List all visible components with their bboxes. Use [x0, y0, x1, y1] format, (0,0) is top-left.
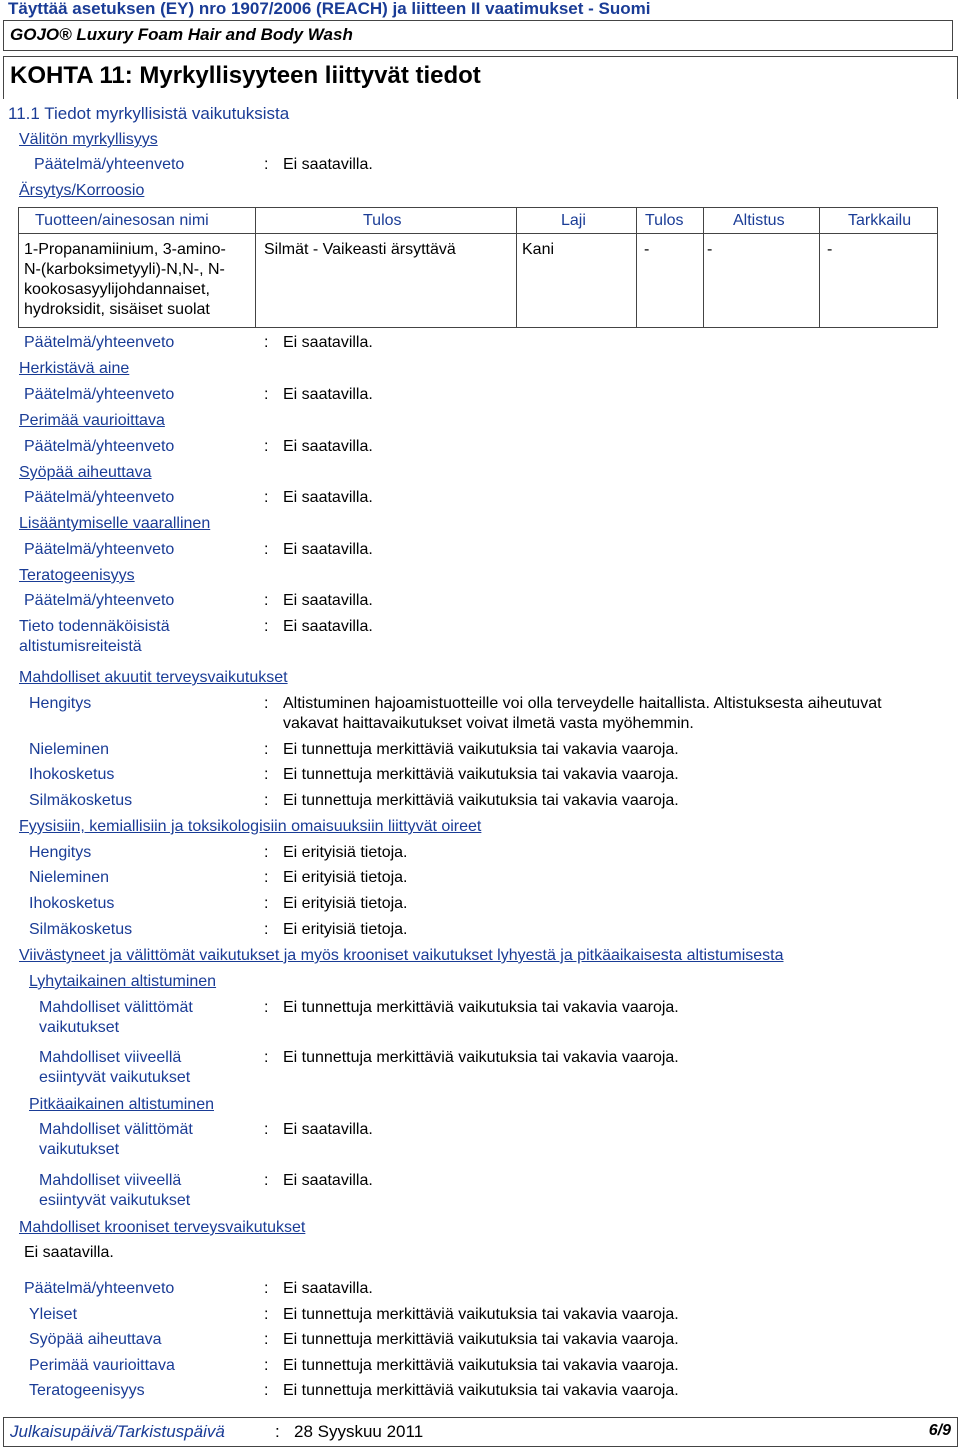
sensitizer-colon: : [264, 386, 269, 403]
exposure-routes-label-line1: Tieto todennäköisistä [19, 618, 170, 635]
irritation-heading: Ärsytys/Korroosio [19, 182, 145, 199]
symptoms-inhalation-colon: : [264, 844, 269, 861]
chronic-teratogenic-colon: : [264, 1382, 269, 1399]
reproductive-heading: Lisääntymiselle vaarallinen [19, 515, 211, 532]
short-delayed-label-line1: Mahdolliset viiveellä [39, 1049, 182, 1066]
exposure-routes-colon: : [264, 618, 269, 635]
table-header-score: Tulos [645, 212, 684, 229]
table-row-exposure: - [707, 241, 713, 258]
carcinogenic-colon: : [264, 489, 269, 506]
short-immediate-label-line1: Mahdolliset välittömät [39, 999, 193, 1016]
exposure-routes-label-line2: altistumisreiteistä [19, 638, 142, 655]
exposure-routes-value: Ei saatavilla. [283, 618, 373, 635]
chronic-carcinogenic-value: Ei tunnettuja merkittäviä vaikutuksia tai vakavia vaaroja. [283, 1331, 679, 1348]
irritation-table [18, 207, 938, 328]
long-immediate-label-line2: vaikutukset [39, 1141, 120, 1158]
symptoms-ingestion-colon: : [264, 869, 269, 886]
teratogenic-conclusion-label: Päätelmä/yhteenveto [24, 592, 175, 609]
carcinogenic-conclusion-value: Ei saatavilla. [283, 489, 373, 506]
table-header-name: Tuotteen/ainesosan nimi [35, 212, 209, 229]
irritation-conclusion-value: Ei saatavilla. [283, 334, 373, 351]
footer-date: 28 Syyskuu 2011 [294, 1422, 424, 1441]
irritation-conclusion-label: Päätelmä/yhteenveto [24, 334, 175, 351]
acute-skin-colon: : [264, 766, 269, 783]
symptoms-eye-value: Ei erityisiä tietoja. [283, 921, 408, 938]
table-row-observation: - [827, 241, 833, 258]
long-term-heading: Pitkäaikainen altistuminen [29, 1096, 214, 1113]
chronic-mutagenic-colon: : [264, 1357, 269, 1374]
mutagenic-conclusion-label: Päätelmä/yhteenveto [24, 438, 175, 455]
acute-ingestion-colon: : [264, 741, 269, 758]
acute-inhalation-value-line1: Altistuminen hajoamistuotteille voi olla terveydelle haitallista. Altistuksesta aiheutuvat [283, 695, 882, 712]
acute-inhalation-colon: : [264, 695, 269, 712]
short-delayed-label-line2: esiintyvät vaikutukset [39, 1069, 191, 1086]
chronic-teratogenic-value: Ei tunnettuja merkittäviä vaikutuksia tai vakavia vaaroja. [283, 1382, 679, 1399]
footer-colon: : [275, 1422, 280, 1441]
long-immediate-colon: : [264, 1121, 269, 1138]
mutagenic-conclusion-value: Ei saatavilla. [283, 438, 373, 455]
long-delayed-label-line1: Mahdolliset viiveellä [39, 1172, 182, 1189]
symptoms-inhalation-value: Ei erityisiä tietoja. [283, 844, 408, 861]
sensitizer-heading: Herkistävä aine [19, 360, 130, 377]
acute-effects-heading: Mahdolliset akuutit terveysvaikutukset [19, 669, 288, 686]
acute-eye-label: Silmäkosketus [29, 792, 133, 809]
mutagenic-heading: Perimää vaurioittava [19, 412, 165, 429]
section-title: KOHTA 11: Myrkyllisyyteen liittyvät tiedot [10, 62, 481, 89]
reproductive-colon: : [264, 541, 269, 558]
short-immediate-value: Ei tunnettuja merkittäviä vaikutuksia tai vakavia vaaroja. [283, 999, 679, 1016]
chronic-conclusion-label: Päätelmä/yhteenveto [24, 1280, 175, 1297]
reproductive-conclusion-value: Ei saatavilla. [283, 541, 373, 558]
table-header-result: Tulos [363, 212, 402, 229]
chronic-mutagenic-label: Perimää vaurioittava [29, 1357, 175, 1374]
short-immediate-colon: : [264, 999, 269, 1016]
subsection-title: 11.1 Tiedot myrkyllisistä vaikutuksista [8, 104, 290, 123]
acute-colon: : [264, 156, 269, 173]
chronic-general-colon: : [264, 1306, 269, 1323]
footer-date-label: Julkaisupäivä/Tarkistuspäivä [10, 1422, 225, 1441]
product-name-box [3, 20, 953, 51]
symptoms-skin-label: Ihokosketus [29, 895, 115, 912]
symptoms-eye-colon: : [264, 921, 269, 938]
acute-eye-value: Ei tunnettuja merkittäviä vaikutuksia tai vakavia vaaroja. [283, 792, 679, 809]
short-delayed-value: Ei tunnettuja merkittäviä vaikutuksia tai vakavia vaaroja. [283, 1049, 679, 1066]
chronic-mutagenic-value: Ei tunnettuja merkittäviä vaikutuksia tai vakavia vaaroja. [283, 1357, 679, 1374]
table-row-name-line1: 1-Propanamiinium, 3-amino- [24, 241, 226, 258]
table-header-species: Laji [561, 212, 586, 229]
irritation-colon: : [264, 334, 269, 351]
carcinogenic-conclusion-label: Päätelmä/yhteenveto [24, 489, 175, 506]
long-delayed-colon: : [264, 1172, 269, 1189]
symptoms-ingestion-label: Nieleminen [29, 869, 110, 886]
symptoms-inhalation-label: Hengitys [29, 844, 92, 861]
sensitizer-conclusion-value: Ei saatavilla. [283, 386, 373, 403]
acute-eye-colon: : [264, 792, 269, 809]
acute-ingestion-label: Nieleminen [29, 741, 110, 758]
long-immediate-value: Ei saatavilla. [283, 1121, 373, 1138]
long-delayed-label-line2: esiintyvät vaikutukset [39, 1192, 191, 1209]
acute-inhalation-label: Hengitys [29, 695, 92, 712]
long-delayed-value: Ei saatavilla. [283, 1172, 373, 1189]
chronic-carcinogenic-label: Syöpää aiheuttava [29, 1331, 162, 1348]
table-row-name-line3: kookosasyylijohdannaiset, [24, 281, 210, 298]
delayed-effects-heading: Viivästyneet ja välittömät vaikutukset ja myös krooniset vaikutukset lyhyestä ja pitkäaikaisesta altistumisesta [19, 947, 784, 964]
symptoms-heading: Fyysisiin, kemiallisiin ja toksikologisiin omaisuuksiin liittyvät oireet [19, 818, 482, 835]
acute-skin-value: Ei tunnettuja merkittäviä vaikutuksia tai vakavia vaaroja. [283, 766, 679, 783]
table-row-score: - [644, 241, 650, 258]
chronic-teratogenic-label: Teratogeenisyys [29, 1382, 145, 1399]
sensitizer-conclusion-label: Päätelmä/yhteenveto [24, 386, 175, 403]
page-footer [3, 1417, 958, 1447]
chronic-carcinogenic-colon: : [264, 1331, 269, 1348]
section-title-box [3, 56, 958, 99]
acute-inhalation-value-line2: vakavat haittavaikutukset voivat ilmetä vasta myöhemmin. [283, 715, 694, 732]
teratogenic-colon: : [264, 592, 269, 609]
symptoms-ingestion-value: Ei erityisiä tietoja. [283, 869, 408, 886]
document-header-title: Täyttää asetuksen (EY) nro 1907/2006 (REACH) ja liitteen II vaatimukset - Suomi [8, 0, 651, 18]
symptoms-eye-label: Silmäkosketus [29, 921, 133, 938]
symptoms-skin-value: Ei erityisiä tietoja. [283, 895, 408, 912]
carcinogenic-heading: Syöpää aiheuttava [19, 464, 152, 481]
mutagenic-colon: : [264, 438, 269, 455]
footer-page-number: 6/9 [928, 1422, 951, 1439]
chronic-effects-heading: Mahdolliset krooniset terveysvaikutukset [19, 1219, 306, 1236]
chronic-general-label: Yleiset [29, 1306, 78, 1323]
teratogenic-conclusion-value: Ei saatavilla. [283, 592, 373, 609]
symptoms-skin-colon: : [264, 895, 269, 912]
acute-conclusion-value: Ei saatavilla. [283, 156, 373, 173]
acute-ingestion-value: Ei tunnettuja merkittäviä vaikutuksia tai vakavia vaaroja. [283, 741, 679, 758]
chronic-effects-value: Ei saatavilla. [24, 1244, 114, 1261]
long-immediate-label-line1: Mahdolliset välittömät [39, 1121, 193, 1138]
short-term-heading: Lyhytaikainen altistuminen [29, 973, 217, 990]
reproductive-conclusion-label: Päätelmä/yhteenveto [24, 541, 175, 558]
table-row-name-line2: N-(karboksimetyyli)-N,N-, N- [24, 261, 225, 278]
short-immediate-label-line2: vaikutukset [39, 1019, 120, 1036]
short-delayed-colon: : [264, 1049, 269, 1066]
table-row-name-line4: hydroksidit, sisäiset suolat [24, 301, 210, 318]
chronic-conclusion-value: Ei saatavilla. [283, 1280, 373, 1297]
table-header-exposure: Altistus [733, 212, 785, 229]
acute-conclusion-label: Päätelmä/yhteenveto [34, 156, 185, 173]
table-header-observation: Tarkkailu [848, 212, 912, 229]
chronic-conclusion-colon: : [264, 1280, 269, 1297]
acute-toxicity-heading: Välitön myrkyllisyys [19, 131, 158, 148]
chronic-general-value: Ei tunnettuja merkittäviä vaikutuksia tai vakavia vaaroja. [283, 1306, 679, 1323]
table-row-result: Silmät - Vaikeasti ärsyttävä [264, 241, 456, 258]
acute-skin-label: Ihokosketus [29, 766, 115, 783]
product-name: GOJO® Luxury Foam Hair and Body Wash [10, 25, 353, 44]
teratogenic-heading: Teratogeenisyys [19, 567, 135, 584]
table-row-species: Kani [522, 241, 555, 258]
